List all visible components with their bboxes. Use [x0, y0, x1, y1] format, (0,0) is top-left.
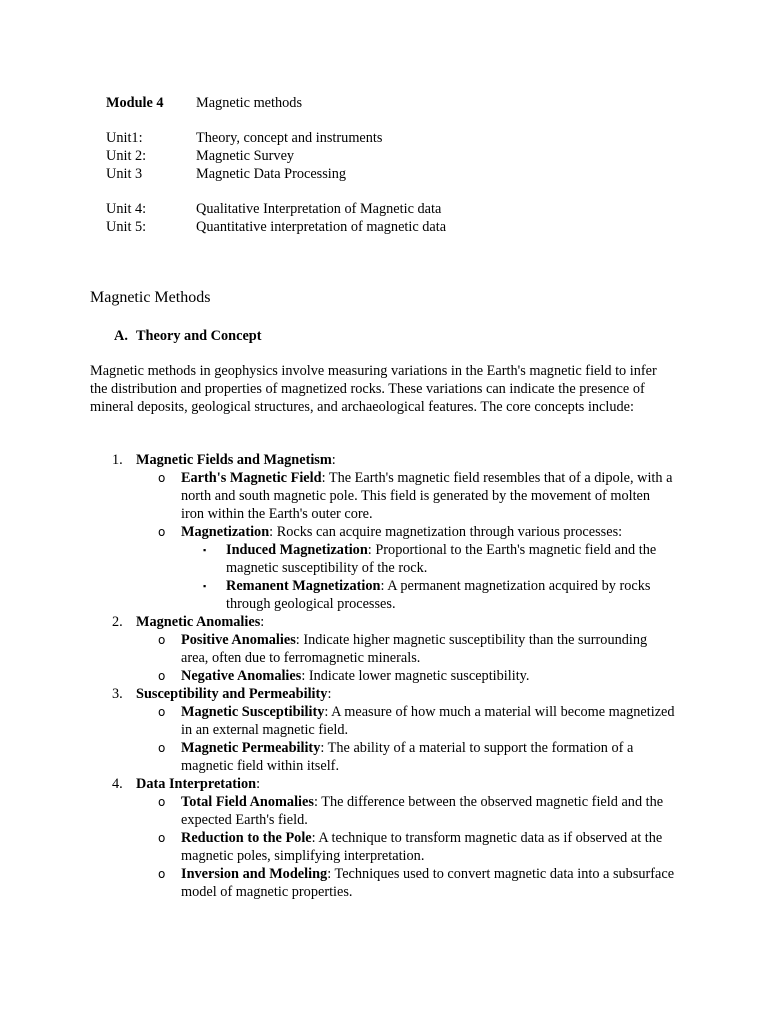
unit-title: Theory, concept and instruments [196, 130, 383, 146]
sub-item-desc: : A measure of how much a material will become magnetized in an external magnetic field. [181, 704, 675, 738]
sub-item-text [181, 865, 676, 901]
unit-title: Magnetic Survey [196, 148, 295, 164]
list-item [90, 775, 690, 901]
sub-item-term: Total Field Anomalies [181, 794, 314, 810]
circle-bullet-icon: o [158, 831, 166, 845]
list-item-suffix: : [331, 452, 336, 468]
circle-bullet-icon: o [158, 867, 166, 881]
concept-list [90, 451, 690, 901]
unit-row [106, 129, 446, 147]
circle-bullet-icon: o [158, 669, 166, 683]
sub-sub-list-item [90, 541, 690, 577]
circle-bullet-icon: o [158, 741, 166, 755]
unit-title: Qualitative Interpretation of Magnetic data [196, 201, 442, 217]
sub-item-text [181, 631, 676, 667]
sub-list-item [90, 703, 690, 739]
sub-sub-item-term: Remanent Magnetization [226, 578, 381, 594]
sub-item-desc: : Techniques used to convert magnetic data into a subsurface model of magnetic properties. [181, 866, 675, 900]
sub-item-desc: : A technique to transform magnetic data as if observed at the magnetic poles, simplifying interpretation. [181, 830, 663, 864]
unit-title: Magnetic Data Processing [196, 166, 347, 182]
list-number: 3. [112, 686, 123, 702]
sub-item-term: Positive Anomalies [181, 632, 296, 648]
list-item-suffix: : [327, 686, 332, 702]
intro-paragraph: Magnetic methods in geophysics involve measuring variations in the Earth's magnetic field to infer the distribution and properties of magnetized rocks. These variations can indicate the presence of mineral deposits, geological structures, and archaeological features. The core concepts include: [90, 363, 657, 415]
square-bullet-icon: ▪ [203, 581, 207, 591]
sub-list-item [90, 523, 690, 613]
list-number: 2. [112, 614, 123, 630]
sub-list-item [90, 793, 690, 829]
square-bullet-icon: ▪ [203, 545, 207, 555]
sub-item-text [181, 829, 676, 865]
section-heading [114, 327, 262, 345]
sub-item-text [181, 739, 676, 775]
unit-label: Unit1: [106, 130, 143, 146]
sub-sub-list-item [90, 577, 690, 613]
section-label: A. [114, 328, 128, 344]
unit-row [106, 147, 446, 165]
sub-item-desc: : The Earth's magnetic field resembles that of a dipole, with a north and south magnetic pole. This field is generated by the movement of molten iron within the Earth's outer core. [181, 470, 673, 522]
sub-sub-item-term: Induced Magnetization [226, 542, 368, 558]
unit-row [106, 218, 446, 236]
list-item-title: Magnetic Anomalies [136, 614, 261, 630]
sub-item-desc: : The difference between the observed magnetic field and the expected Earth's field. [181, 794, 664, 828]
sub-item-term: Earth's Magnetic Field [181, 470, 322, 486]
sub-item-desc: : Indicate higher magnetic susceptibility than the surrounding area, often due to ferromagnetic minerals. [181, 632, 648, 666]
sub-item-term: Reduction to the Pole [181, 830, 312, 846]
unit-label: Unit 4: [106, 201, 147, 217]
circle-bullet-icon: o [158, 471, 166, 485]
unit-label: Unit 2: [106, 148, 147, 164]
page-heading: Magnetic Methods [90, 289, 211, 306]
unit-row [106, 200, 446, 218]
circle-bullet-icon: o [158, 705, 166, 719]
circle-bullet-icon: o [158, 633, 166, 647]
circle-bullet-icon: o [158, 795, 166, 809]
unit-label: Unit 5: [106, 219, 147, 235]
list-item-title: Susceptibility and Permeability [136, 686, 328, 702]
module-row [106, 94, 446, 112]
list-number: 4. [112, 776, 123, 792]
sub-item-text [181, 469, 676, 523]
sub-item-term: Magnetization [181, 524, 270, 540]
sub-item-text [181, 793, 676, 829]
sub-item-desc: : The ability of a material to support the formation of a magnetic field within itself. [181, 740, 634, 774]
unit-title: Quantitative interpretation of magnetic data [196, 219, 447, 235]
sub-sub-item-desc: : Proportional to the Earth's magnetic field and the magnetic susceptibility of the rock. [226, 542, 657, 576]
sub-sub-item-text [226, 577, 678, 613]
sub-item-term: Magnetic Susceptibility [181, 704, 325, 720]
list-item-title: Magnetic Fields and Magnetism [136, 452, 332, 468]
module-title: Magnetic methods [196, 95, 303, 111]
list-item [90, 613, 690, 685]
unit-row [106, 165, 446, 183]
sub-sub-item-desc: : A permanent magnetization acquired by rocks through geological processes. [226, 578, 651, 612]
module-overview [106, 94, 446, 236]
section-title: Theory and Concept [136, 328, 262, 344]
list-item-suffix: : [256, 776, 261, 792]
list-number: 1. [112, 452, 123, 468]
module-label: Module 4 [106, 95, 164, 111]
sub-list-item [90, 469, 690, 523]
sub-item-text [181, 523, 676, 541]
unit-label: Unit 3 [106, 166, 143, 182]
sub-list-item [90, 865, 690, 901]
sub-list-item [90, 739, 690, 775]
list-item-suffix: : [260, 614, 265, 630]
list-item-title: Data Interpretation [136, 776, 257, 792]
sub-list-item [90, 631, 690, 667]
list-item [90, 685, 690, 775]
list-item [90, 451, 690, 613]
sub-item-text [181, 667, 676, 685]
sub-list-item [90, 667, 690, 685]
sub-item-term: Inversion and Modeling [181, 866, 328, 882]
sub-item-text [181, 703, 676, 739]
sub-sub-item-text [226, 541, 678, 577]
sub-item-term: Magnetic Permeability [181, 740, 321, 756]
sub-list-item [90, 829, 690, 865]
circle-bullet-icon: o [158, 525, 166, 539]
sub-item-term: Negative Anomalies [181, 668, 302, 684]
sub-item-desc: : Rocks can acquire magnetization through various processes: [269, 524, 623, 540]
sub-item-desc: : Indicate lower magnetic susceptibility. [301, 668, 530, 684]
